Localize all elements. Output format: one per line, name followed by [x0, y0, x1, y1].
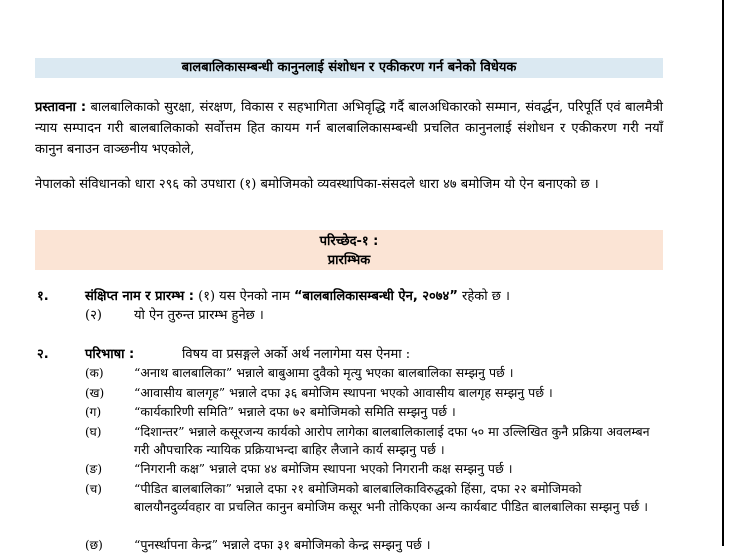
section-1-line [85, 287, 510, 307]
chapter-number: परिच्छेद-१ : [319, 234, 379, 249]
page-right-border [722, 0, 724, 546]
definition-label: (ख) [85, 386, 105, 400]
chapter-name: प्रारम्भिक [327, 253, 371, 268]
section-1-heading: संक्षिप्त नाम र प्रारम्भ : [85, 289, 194, 304]
definition-text: “कार्यकारिणी समिति” भन्नाले दफा ७२ बमोजिमको समिति सम्झनु पर्छ । [134, 404, 456, 419]
section-1-clause-2-text: यो ऐन तुरुन्त प्रारम्भ हुनेछ । [134, 308, 264, 323]
definition-label: (क) [85, 366, 104, 380]
section-2-intro: विषय वा प्रसङ्गले अर्को अर्थ नलागेमा यस ऐनमा : [182, 347, 411, 362]
definition-label: (ङ) [85, 462, 103, 476]
preamble-text: बालबालिकाको सुरक्षा, संरक्षण, विकास र सहभागिता अभिवृद्धि गर्दै बालअधिकारको सम्मान, संवर्द्धन, परिपूर्ति एवं बालमैत्री न्याय सम्पादन गरी बालबालिकाको सर्वोत्तम हित कायम गर्न बालबालिकासम्बन्धी प्रचलित कानुनलाई संशोधन र एकीकरण गरी नयाँ कानुन बनाउन वाञ्छनीय भएकोले, [35, 100, 663, 157]
section-1-number: १. [37, 289, 49, 304]
chapter-heading [35, 230, 663, 270]
section-1-clause-2-label: (२) [85, 308, 102, 323]
section-2-heading: परिभाषा : [85, 347, 135, 362]
definition-label: (घ) [85, 425, 102, 439]
section-1-clause-1-a: (१) यस ऐनको नाम [194, 289, 295, 304]
definition-label: (छ) [85, 538, 103, 552]
definition-text: “दिशान्तर” भन्नाले कसूरजन्य कार्यको आरोप लागेका बालबालिकालाई दफा ५० मा उल्लिखित कुनै प्रक्रिया अवलम्बन गरी औपचारिक न्यायिक प्रक्रियाभन्दा बाहिर लैजाने कार्य सम्झनु पर्छ । [134, 424, 650, 457]
definition-label: (च) [85, 482, 102, 496]
definition-text: “निगरानी कक्ष” भन्नाले दफा ४४ बमोजिम स्थापना भएको निगरानी कक्ष सम्झनु पर्छ । [134, 461, 513, 476]
preamble-label: प्रस्तावना : [35, 100, 87, 115]
document-title: बालबालिकासम्बन्धी कानुनलाई संशोधन र एकीकरण गर्न बनेको विधेयक [35, 58, 663, 78]
definition-text: “अनाथ बालबालिका” भन्नाले बाबुआमा दुवैको मृत्यु भएका बालबालिका सम्झनु पर्छ । [134, 365, 514, 380]
definition-text: “पीडित बालबालिका” भन्नाले दफा २१ बमोजिमको बालबालिकाविरुद्धको हिंसा, दफा २२ बमोजिमको बालयौनदुर्व्यवहार वा प्रचलित कानुन बमोजिम कसूर भनी तोकिएका अन्य कार्यबाट पीडित बालबालिका सम्झनु पर्छ । [134, 481, 648, 514]
section-2-number: २. [37, 347, 49, 362]
enactment-paragraph: नेपालको संविधानको धारा २९६ को उपधारा (१) बमोजिमको व्यवस्थापिका-संसदले धारा ४७ बमोजिम यो ऐन बनाएको छ । [35, 177, 599, 192]
act-name: “बालबालिकासम्बन्धी ऐन, २०७४” [294, 289, 458, 304]
definition-text: “आवासीय बालगृह” भन्नाले दफा ३६ बमोजिम स्थापना भएको आवासीय बालगृह सम्झनु पर्छ । [134, 385, 553, 400]
section-1-clause-1-b: रहेको छ । [457, 289, 510, 304]
definition-text: “पुनर्स्थापना केन्द्र” भन्नाले दफा ३१ बमोजिमको केन्द्र सम्झनु पर्छ । [134, 537, 431, 552]
definition-label: (ग) [85, 405, 102, 419]
preamble-paragraph [35, 97, 663, 160]
